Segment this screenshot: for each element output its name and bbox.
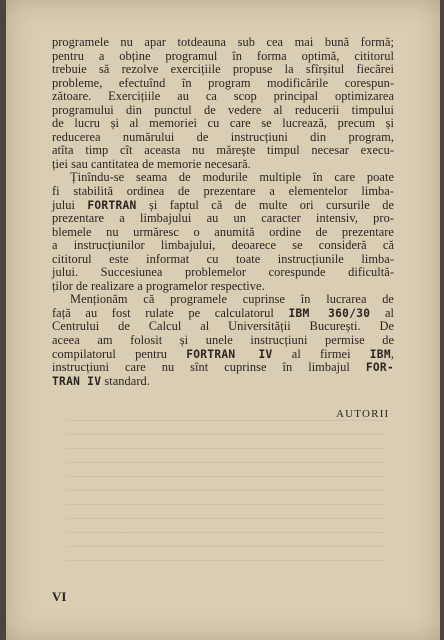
text-run: Ținîndu-se seama de modurile multiple în care poate — [70, 170, 394, 185]
text-line — [52, 280, 394, 294]
text-run: fi stabilită ordinea de prezentare a elementelor limba- — [52, 184, 394, 199]
text-line — [52, 199, 394, 213]
text-line — [52, 185, 394, 199]
text-run: a instrucțiunilor limbajului, deoarece se consideră că — [52, 238, 394, 253]
text-run: al firmei — [272, 346, 370, 361]
text-run: și faptul că de multe ori cursurile de — [136, 197, 394, 212]
text-line — [52, 320, 394, 334]
text-run: ților de realizare a programelor respective. — [52, 278, 265, 293]
text-line — [52, 90, 394, 104]
text-run: pentru a obține programul în forma optimă, cititorul — [52, 48, 394, 63]
text-run: instrucțiuni care nu sînt cuprinse în limbajul — [52, 360, 366, 375]
text-line — [52, 212, 394, 226]
text-line — [52, 375, 394, 389]
text-run: față au fost rulate pe calculatorul — [52, 305, 289, 320]
text-run: ției sau cantitatea de memorie necesară. — [52, 156, 251, 171]
text-line — [52, 348, 394, 362]
text-run: al — [370, 305, 394, 320]
text-line — [52, 144, 394, 158]
text-run: standard. — [101, 373, 150, 388]
text-run: Menționăm că programele cuprinse în lucrarea de — [70, 292, 394, 307]
text-run: , — [390, 346, 395, 361]
text-line — [52, 50, 394, 64]
text-line — [52, 77, 394, 91]
signature: AUTORII — [336, 408, 390, 420]
text-line — [52, 226, 394, 240]
document-page — [6, 0, 440, 640]
text-line — [52, 171, 394, 185]
text-run: Centrului de Calcul al Universității București. De — [52, 319, 394, 334]
text-run: aceea am folosit și unele instrucțiuni permise de — [52, 333, 394, 348]
text-line — [52, 266, 394, 280]
text-run: cititorul este informat cu toate instrucțiunile limba- — [52, 251, 394, 266]
text-line — [52, 158, 394, 172]
page-number: VI — [52, 589, 67, 604]
text-run: probleme, efectuînd în program modificările corespun- — [52, 75, 394, 90]
text-line — [52, 253, 394, 267]
paragraph — [52, 293, 394, 388]
text-run: jului — [52, 197, 88, 212]
text-line — [52, 361, 394, 375]
bold-term: FOR- — [365, 361, 394, 375]
bold-term: FORTRAN IV — [186, 347, 273, 361]
text-run: programele nu apar totdeauna sub cea mai bună formă; — [52, 35, 394, 49]
text-line — [52, 307, 394, 321]
show-through-text — [66, 420, 386, 570]
text-run: trebuie să rezolve exercițiile propuse la sfîrșitul fiecărei — [52, 62, 394, 77]
text-run: jului. Succesiunea problemelor corespunde dificultă- — [52, 265, 394, 280]
text-line — [52, 36, 394, 50]
text-run: de lucru și al memoriei cu care se lucrează, precum și — [52, 116, 394, 131]
text-run: programului din punctul de vedere al reducerii timpului — [52, 102, 394, 117]
text-line — [52, 239, 394, 253]
text-line — [52, 63, 394, 77]
text-run: prezentare a limbajului au un caracter intensiv, pro- — [52, 211, 394, 226]
text-run: atîta timp cît aceasta nu mărește timpul necesar execu- — [52, 143, 394, 158]
text-line — [52, 334, 394, 348]
text-run: reducerea numărului de instrucțiuni din program, — [52, 129, 394, 144]
bold-term: IBM 360/30 — [288, 306, 371, 320]
bold-term: IBM — [369, 347, 391, 361]
text-line — [52, 131, 394, 145]
text-run: zătoare. Exercițiile au ca scop principal optimizarea — [52, 89, 394, 104]
paragraph — [52, 171, 394, 293]
bold-term: FORTRAN — [87, 198, 137, 212]
bold-term: TRAN IV — [52, 374, 102, 388]
text-line — [52, 293, 394, 307]
text-run: compilatorul pentru — [52, 346, 187, 361]
text-run: blemele nu urmăresc o anumită ordine de prezentare — [52, 224, 394, 239]
paragraph — [52, 36, 394, 171]
text-line — [52, 104, 394, 118]
text-line — [52, 117, 394, 131]
body-text — [52, 36, 394, 388]
